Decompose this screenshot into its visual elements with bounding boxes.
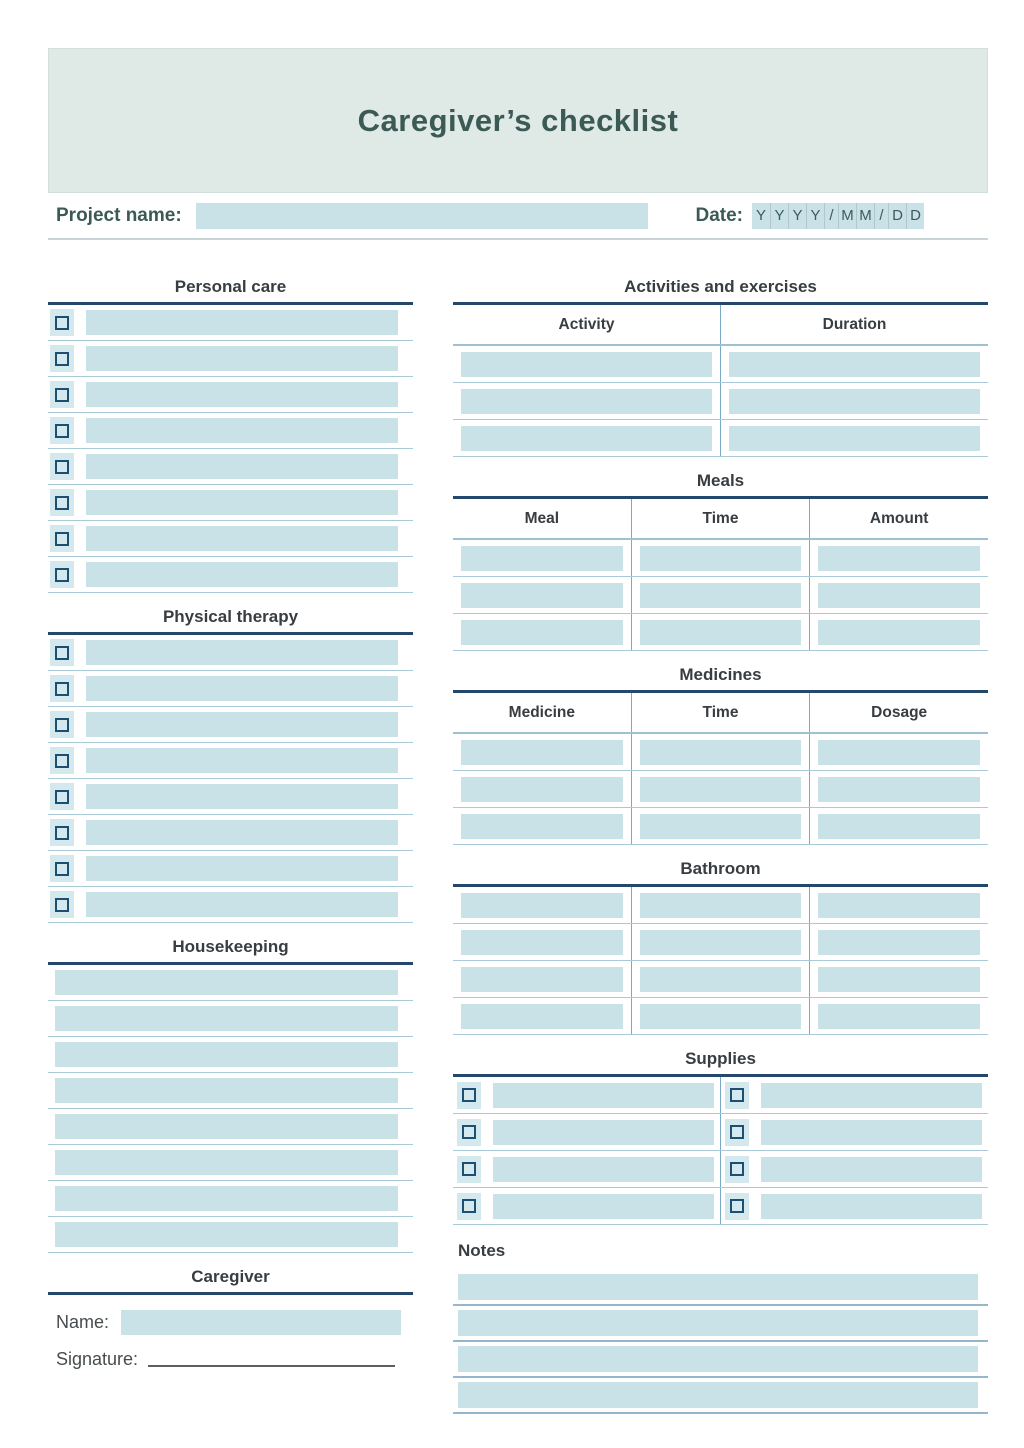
table-cell (453, 734, 631, 770)
supplies-cell (720, 1114, 988, 1150)
text-field[interactable] (729, 426, 980, 451)
table-cell (809, 998, 988, 1034)
table-row (453, 420, 988, 457)
text-field[interactable] (818, 620, 980, 645)
checkbox-patch (725, 1193, 749, 1220)
table-cell (453, 924, 631, 960)
text-field[interactable] (461, 930, 623, 955)
checkbox-patch (50, 381, 74, 408)
checkbox-patch (457, 1156, 481, 1183)
table-cell (631, 998, 810, 1034)
section-title-activities: Activities and exercises (453, 277, 988, 305)
checkbox-patch (50, 345, 74, 372)
checklist-row (48, 707, 413, 743)
text-field[interactable] (640, 546, 802, 571)
text-field[interactable] (640, 814, 802, 839)
checklist-row (48, 815, 413, 851)
text-field[interactable] (818, 583, 980, 608)
caregiver-signature-row (48, 1349, 413, 1370)
text-field[interactable] (461, 740, 623, 765)
checklist-row (48, 851, 413, 887)
text-field[interactable] (729, 389, 980, 414)
checkbox[interactable] (462, 1125, 476, 1139)
checkbox-patch (50, 639, 74, 666)
checklist-row (48, 521, 413, 557)
text-field[interactable] (640, 620, 802, 645)
meals-header-row (453, 499, 988, 540)
checklist-row (48, 743, 413, 779)
date-cell-day[interactable]: D (888, 203, 906, 229)
form-title: Caregiver’s checklist (357, 102, 679, 138)
checkbox[interactable] (55, 424, 69, 438)
checkbox[interactable] (55, 826, 69, 840)
checkbox-patch (50, 489, 74, 516)
checkbox-patch (50, 309, 74, 336)
checklist-row (48, 413, 413, 449)
table-cell (720, 383, 988, 419)
supplies-cell (453, 1188, 720, 1224)
left-column (48, 277, 413, 1414)
text-field[interactable] (461, 352, 712, 377)
text-field[interactable] (55, 1114, 398, 1139)
text-field[interactable] (493, 1120, 714, 1145)
date-cell-year[interactable]: Y (806, 203, 824, 229)
date-group (695, 203, 988, 229)
checklist-row (48, 377, 413, 413)
list-row (48, 1181, 413, 1217)
text-field[interactable] (640, 930, 802, 955)
table-cell (809, 808, 988, 844)
table-cell (631, 734, 810, 770)
list-row (48, 1037, 413, 1073)
table-row (453, 771, 988, 808)
date-cell-year[interactable]: Y (752, 203, 770, 229)
meals-rows (453, 540, 988, 651)
table-cell (453, 346, 720, 382)
checkbox-patch (50, 675, 74, 702)
section-title-meals: Meals (453, 471, 988, 499)
supplies-row (453, 1151, 988, 1188)
section-title-housekeeping: Housekeeping (48, 937, 413, 965)
text-field[interactable] (818, 777, 980, 802)
checkbox[interactable] (55, 718, 69, 732)
text-field[interactable] (55, 1078, 398, 1103)
table-cell (453, 887, 631, 923)
table-row (453, 734, 988, 771)
text-field[interactable] (761, 1083, 982, 1108)
text-field[interactable] (86, 454, 398, 479)
text-field[interactable] (461, 814, 623, 839)
table-cell (453, 383, 720, 419)
text-field[interactable] (86, 712, 398, 737)
text-field[interactable] (761, 1194, 982, 1219)
text-field[interactable] (55, 1006, 398, 1031)
text-field[interactable] (461, 426, 712, 451)
text-field[interactable] (461, 389, 712, 414)
text-field[interactable] (640, 893, 802, 918)
text-field[interactable] (86, 562, 398, 587)
list-row (48, 1217, 413, 1253)
text-field[interactable] (461, 620, 623, 645)
checkbox-patch (457, 1082, 481, 1109)
table-cell (809, 540, 988, 576)
table-cell (631, 924, 810, 960)
text-field[interactable] (761, 1120, 982, 1145)
text-field[interactable] (55, 1222, 398, 1247)
checkbox-patch (50, 891, 74, 918)
signature-line[interactable] (148, 1353, 395, 1367)
column-header-dosage: Dosage (809, 693, 988, 732)
column-header-amount: Amount (809, 499, 988, 538)
text-field[interactable] (461, 583, 623, 608)
checkbox-patch (50, 819, 74, 846)
checkbox-patch (50, 855, 74, 882)
form-header-banner (48, 48, 988, 193)
checkbox[interactable] (55, 790, 69, 804)
text-field[interactable] (493, 1157, 714, 1182)
date-cell-day[interactable]: D (906, 203, 924, 229)
supplies-cell (720, 1077, 988, 1113)
checkbox[interactable] (730, 1125, 744, 1139)
table-row (453, 924, 988, 961)
column-header-duration: Duration (720, 305, 988, 344)
table-row (453, 808, 988, 845)
checklist-row (48, 635, 413, 671)
checkbox[interactable] (55, 862, 69, 876)
table-cell (453, 540, 631, 576)
checkbox[interactable] (730, 1088, 744, 1102)
list-row (48, 965, 413, 1001)
checkbox[interactable] (55, 316, 69, 330)
text-field[interactable] (640, 777, 802, 802)
table-row (453, 383, 988, 420)
column-header-time: Time (631, 693, 810, 732)
text-field[interactable] (818, 546, 980, 571)
supplies-cell (453, 1077, 720, 1113)
table-cell (453, 808, 631, 844)
text-field[interactable] (86, 346, 398, 371)
text-field[interactable] (458, 1310, 978, 1336)
table-cell (453, 577, 631, 613)
text-field[interactable] (461, 893, 623, 918)
text-field[interactable] (461, 546, 623, 571)
table-row (453, 577, 988, 614)
date-cell-month[interactable]: M (856, 203, 874, 229)
text-field[interactable] (55, 1042, 398, 1067)
supplies-cell (453, 1114, 720, 1150)
text-field[interactable] (461, 1004, 623, 1029)
activities-header-row (453, 305, 988, 346)
note-row (453, 1270, 988, 1306)
text-field[interactable] (640, 1004, 802, 1029)
text-field[interactable] (761, 1157, 982, 1182)
checklist-row (48, 305, 413, 341)
text-field[interactable] (86, 820, 398, 845)
activities-rows (453, 346, 988, 457)
text-field[interactable] (458, 1382, 978, 1408)
caregiver-name-input[interactable] (121, 1310, 401, 1335)
table-cell (720, 420, 988, 456)
table-cell (453, 420, 720, 456)
table-cell (453, 771, 631, 807)
supplies-rows (453, 1077, 988, 1225)
checkbox-patch (50, 783, 74, 810)
medicines-rows (453, 734, 988, 845)
supplies-row (453, 1077, 988, 1114)
date-separator: / (874, 203, 888, 229)
right-column (453, 277, 988, 1414)
caregiver-name-row (48, 1310, 413, 1335)
section-title-personal-care: Personal care (48, 277, 413, 305)
list-row (48, 1073, 413, 1109)
section-title-caregiver: Caregiver (48, 1267, 413, 1295)
checklist-row (48, 779, 413, 815)
name-label: Name: (56, 1312, 110, 1332)
table-row (453, 887, 988, 924)
table-cell (631, 771, 810, 807)
supplies-row (453, 1114, 988, 1151)
checkbox-patch (725, 1082, 749, 1109)
column-header-meal: Meal (524, 509, 560, 527)
supplies-cell (453, 1151, 720, 1187)
checkbox[interactable] (730, 1162, 744, 1176)
text-field[interactable] (818, 930, 980, 955)
text-field[interactable] (86, 856, 398, 881)
table-cell (809, 887, 988, 923)
table-cell (809, 577, 988, 613)
section-title-physical-therapy: Physical therapy (48, 607, 413, 635)
checkbox[interactable] (462, 1088, 476, 1102)
checkbox-patch (50, 561, 74, 588)
notes-rows (453, 1270, 988, 1414)
text-field[interactable] (461, 967, 623, 992)
checkbox-patch (457, 1193, 481, 1220)
checkbox[interactable] (55, 754, 69, 768)
table-cell (631, 614, 810, 650)
supplies-row (453, 1188, 988, 1225)
column-header-activity: Activity (558, 315, 615, 333)
table-row (453, 346, 988, 383)
table-cell (809, 924, 988, 960)
list-row (48, 1001, 413, 1037)
column-header-medicine: Medicine (508, 703, 575, 721)
signature-label: Signature: (56, 1349, 139, 1369)
text-field[interactable] (86, 418, 398, 443)
checkbox[interactable] (55, 898, 69, 912)
text-field[interactable] (86, 526, 398, 551)
section-title-notes: Notes (458, 1241, 506, 1260)
date-cell-year[interactable]: Y (788, 203, 806, 229)
list-row (48, 1145, 413, 1181)
personal-care-rows (48, 305, 413, 593)
checkbox-patch (50, 525, 74, 552)
table-cell (631, 808, 810, 844)
text-field[interactable] (86, 784, 398, 809)
section-title-bathroom: Bathroom (453, 859, 988, 887)
checkbox[interactable] (55, 496, 69, 510)
text-field[interactable] (86, 640, 398, 665)
checkbox-patch (50, 711, 74, 738)
table-cell (453, 998, 631, 1034)
bathroom-rows (453, 887, 988, 1035)
text-field[interactable] (55, 1186, 398, 1211)
project-date-row (48, 193, 988, 240)
checkbox-patch (725, 1119, 749, 1146)
medicines-header-row (453, 693, 988, 734)
text-field[interactable] (640, 740, 802, 765)
text-field[interactable] (55, 970, 398, 995)
table-cell (453, 614, 631, 650)
table-cell (720, 346, 988, 382)
text-field[interactable] (640, 967, 802, 992)
checklist-row (48, 887, 413, 923)
content-columns (48, 277, 988, 1414)
list-row (48, 1109, 413, 1145)
text-field[interactable] (818, 1004, 980, 1029)
table-cell (453, 961, 631, 997)
text-field[interactable] (458, 1346, 978, 1372)
note-row (453, 1342, 988, 1378)
checkbox[interactable] (55, 682, 69, 696)
section-title-medicines: Medicines (453, 665, 988, 693)
text-field[interactable] (493, 1194, 714, 1219)
checklist-row (48, 671, 413, 707)
date-cell-year[interactable]: Y (770, 203, 788, 229)
physical-therapy-rows (48, 635, 413, 923)
note-row (453, 1306, 988, 1342)
checklist-row (48, 449, 413, 485)
text-field[interactable] (640, 583, 802, 608)
date-cell-month[interactable]: M (838, 203, 856, 229)
supplies-cell (720, 1188, 988, 1224)
checkbox[interactable] (55, 388, 69, 402)
table-row (453, 540, 988, 577)
text-field[interactable] (86, 382, 398, 407)
checkbox[interactable] (462, 1162, 476, 1176)
checkbox-patch (50, 417, 74, 444)
table-cell (631, 887, 810, 923)
checkbox[interactable] (55, 352, 69, 366)
project-name-input[interactable] (196, 203, 648, 229)
text-field[interactable] (818, 740, 980, 765)
checkbox[interactable] (55, 460, 69, 474)
checkbox[interactable] (730, 1199, 744, 1213)
text-field[interactable] (493, 1083, 714, 1108)
date-separator: / (824, 203, 838, 229)
section-title-supplies: Supplies (453, 1049, 988, 1077)
text-field[interactable] (461, 777, 623, 802)
checkbox[interactable] (55, 568, 69, 582)
housekeeping-rows (48, 965, 413, 1253)
checklist-row (48, 485, 413, 521)
table-cell (809, 614, 988, 650)
text-field[interactable] (55, 1150, 398, 1175)
table-cell (631, 577, 810, 613)
table-cell (631, 961, 810, 997)
date-input (752, 203, 924, 229)
table-row (453, 614, 988, 651)
checkbox[interactable] (462, 1199, 476, 1213)
table-cell (631, 540, 810, 576)
checkbox-patch (725, 1156, 749, 1183)
table-row (453, 998, 988, 1035)
text-field[interactable] (86, 676, 398, 701)
checkbox[interactable] (55, 646, 69, 660)
note-row (453, 1378, 988, 1414)
text-field[interactable] (458, 1274, 978, 1300)
supplies-cell (720, 1151, 988, 1187)
text-field[interactable] (818, 814, 980, 839)
text-field[interactable] (86, 490, 398, 515)
text-field[interactable] (86, 748, 398, 773)
text-field[interactable] (818, 893, 980, 918)
text-field[interactable] (86, 892, 398, 917)
checklist-row (48, 341, 413, 377)
checklist-row (48, 557, 413, 593)
table-cell (809, 734, 988, 770)
table-row (453, 961, 988, 998)
table-cell (809, 771, 988, 807)
date-label: Date: (695, 204, 743, 226)
column-header-time: Time (631, 499, 810, 538)
text-field[interactable] (86, 310, 398, 335)
checkbox-patch (50, 453, 74, 480)
checkbox[interactable] (55, 532, 69, 546)
table-cell (809, 961, 988, 997)
checkbox-patch (457, 1119, 481, 1146)
text-field[interactable] (818, 967, 980, 992)
checkbox-patch (50, 747, 74, 774)
text-field[interactable] (729, 352, 980, 377)
project-name-label: Project name: (56, 204, 182, 226)
